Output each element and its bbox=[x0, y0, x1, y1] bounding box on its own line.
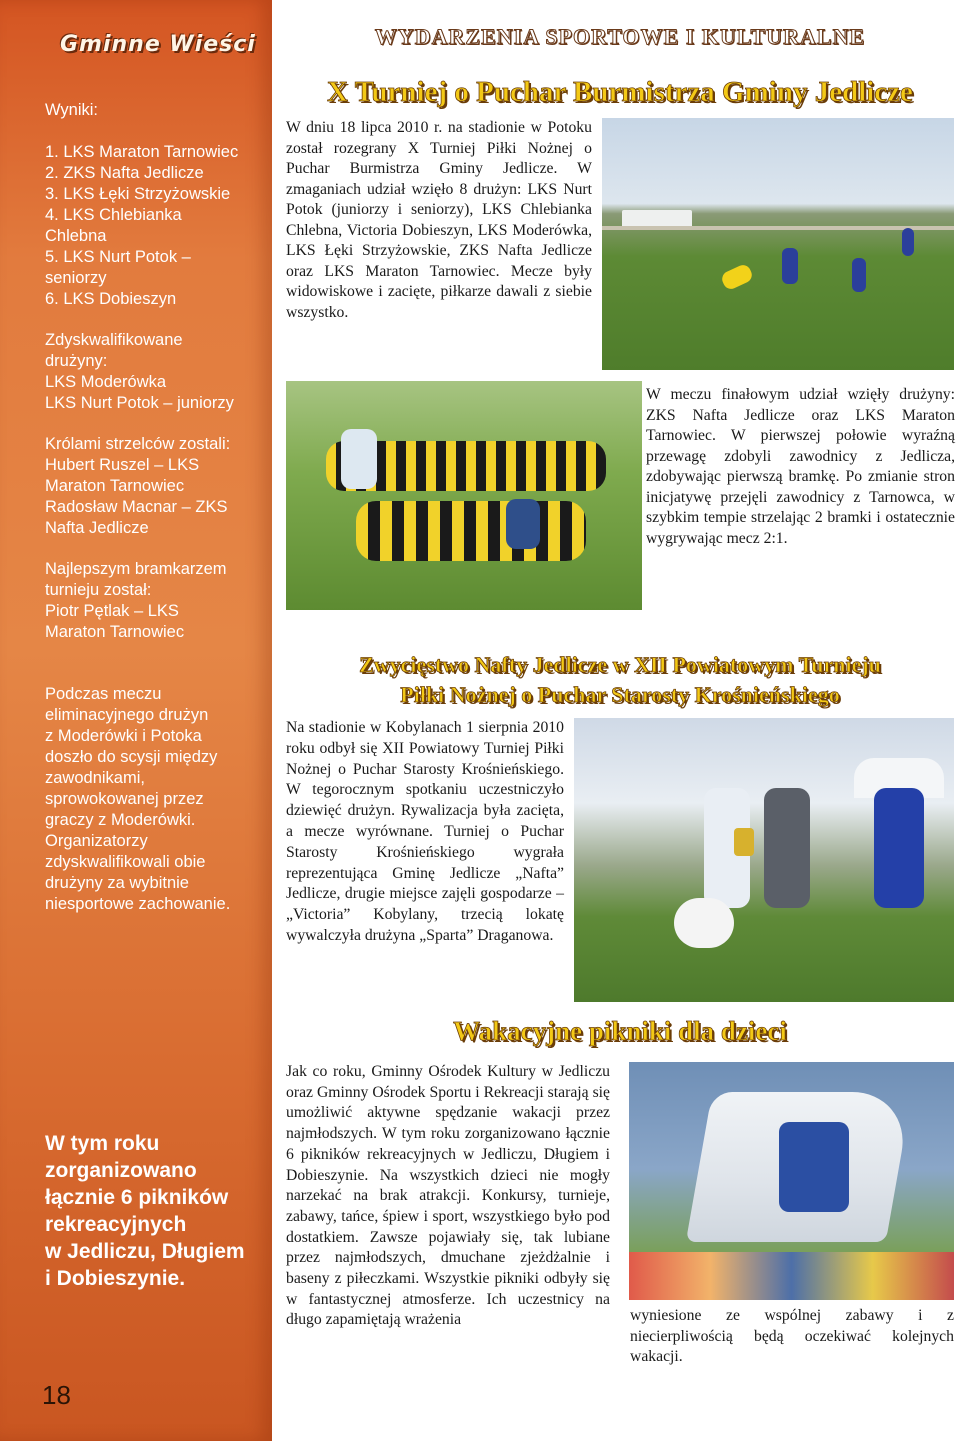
player-figure bbox=[874, 788, 924, 908]
results-heading: Wyniki: bbox=[45, 101, 99, 119]
results-list bbox=[45, 142, 257, 310]
article3-body: Jak co roku, Gminny Ośrodek Kultury w Jedliczu oraz Gminny Ośrodek Sportu i Rekreacji starają się umożliwić aktywne spędzanie wakacji przez najmłodszych. W tym roku zorganizowano łącznie 6 pikników rekreacyjnych w Jedliczu, Długiem i Dobieszynie. Na wszystkich dzieci nie mogły narzekać na brak atrakcji. Konkursy, turnieje, zabawy, tańce, śpiew i sport, wszystkiego było pod dostatkiem. Zawsze pojawiały się, tak lubiane przez najmłodszych, dmuchane zjeżdżalnie i baseny z piłeczkami. Wszystkie pikniki odbyły się w fantastycznej atmosferze. Ich uczestnicy na długo zapamiętają wrażenia bbox=[286, 1063, 610, 1329]
section-title: WYDARZENIA SPORTOWE I KULTURALNE bbox=[374, 24, 866, 49]
slide-lane bbox=[779, 1122, 849, 1212]
result-item: 2. ZKS Nafta Jedlicze bbox=[45, 164, 204, 182]
coach-figure bbox=[341, 429, 377, 489]
team-photo bbox=[286, 381, 642, 610]
article1-headline: X Turniej o Puchar Burmistrza Gminy Jedlicze bbox=[327, 76, 913, 108]
result-item: 3. LKS Łęki Strzyżowskie bbox=[45, 185, 231, 203]
official-figure bbox=[764, 788, 810, 908]
footballs bbox=[674, 898, 734, 948]
result-item: 4. LKS Chlebianka Chlebna bbox=[45, 206, 182, 245]
players-front-row bbox=[356, 501, 586, 561]
publication-title: Gminne Wieści bbox=[60, 32, 256, 57]
article2-body: Na stadionie w Kobylanach 1 sierpnia 2010 roku odbył się XII Powiatowy Turniej Piłki Nożnej o Puchar Starosty Krośnieńskiego. W tegorocznym spotkaniu uczestniczyło dziewięć drużyn. Rywalizacja była zacięta, a mecze wyrównane. Turniej o Puchar Starosty Krośnieńskiego wygrała reprezentująca Gminę Jedlicze „Nafta” Jedlicze, drugie miejsce zajęli gospodarze – „Victoria” Kobylany, trzecią lokatę wywalczyła drużyna „Sparta” Draganowa. bbox=[286, 719, 564, 944]
result-item: 6. LKS Dobieszyn bbox=[45, 290, 177, 308]
match-incident: Podczas meczu eliminacyjnego drużyn z Moderówki i Potoka doszło do scysji między zawodnikami, sprowokowanej przez graczy z Moderówki. Organizatorzy zdyskwalifikowali obie drużyny za wybitnie niesportowe zachowanie. bbox=[45, 685, 231, 913]
article3-headline: Wakacyjne pikniki dla dzieci bbox=[453, 1016, 787, 1046]
player-figure bbox=[902, 228, 914, 256]
headline-line: Piłki Nożnej o Puchar Starosty Krośnieńskiego bbox=[400, 682, 840, 707]
award-ceremony-photo bbox=[574, 718, 954, 1002]
fence-line bbox=[602, 226, 954, 230]
article2-headline bbox=[285, 650, 955, 710]
result-item: 1. LKS Maraton Tarnowiec bbox=[45, 143, 239, 161]
headline-line: Zwycięstwo Nafty Jedlicze w XII Powiatowym Turnieju bbox=[359, 652, 881, 677]
article1-final: W meczu finałowym udział wzięły drużyny: ZKS Nafta Jedlicze oraz LKS Maraton Tarnowiec. W pierwszej połowie wyraźną przewagę zdobyli zawodnicy z Jedlicza, zdobywając pierwszą bramkę. Po zmianie stron inicjatywę przejęli zawodnicy z Tarnowca, w szybkim tempie strzelając 2 bramki i ostatecznie wygrywając mecz 2:1. bbox=[646, 386, 955, 547]
article1-body: W dniu 18 lipca 2010 r. na stadionie w Potoku został rozegrany X Turniej Piłki Nożnej o Puchar Burmistrza Gminy Jedlicze. W zmaganiach udział wzięło 8 drużyn: LKS Nurt Potok (juniorzy i seniorzy), LKS Chlebianka Chlebna, Victoria Dobieszyn, LKS Moderówka, LKS Łęki Strzyżowskie, ZKS Nafta Jedlicze oraz LKS Maraton Tarnowiec. Mecze były widowiskowe i zacięte, piłkarze dawali z siebie wszystko. bbox=[286, 119, 592, 321]
best-goalkeeper: Najlepszym bramkarzem turnieju został: Piotr Pętlak – LKS Maraton Tarnowiec bbox=[45, 560, 227, 641]
top-scorers: Królami strzelców zostali: Hubert Ruszel – LKS Maraton Tarnowiec Radosław Macnar – ZKS Nafta Jedlicze bbox=[45, 435, 231, 537]
disqualified-teams: Zdyskwalifikowane drużyny: LKS Moderówka LKS Nurt Potok – juniorzy bbox=[45, 331, 234, 412]
result-item: 5. LKS Nurt Potok – seniorzy bbox=[45, 248, 191, 287]
article3-body-continued: wyniesione ze wspólnej zabawy i z niecierpliwością będą oczekiwać kolejnych wakacji. bbox=[630, 1307, 954, 1366]
player-figure bbox=[782, 248, 798, 284]
bouncy-slide-photo bbox=[629, 1062, 954, 1300]
children-crowd bbox=[629, 1252, 954, 1300]
trophy bbox=[734, 828, 754, 856]
player-figure bbox=[720, 263, 755, 292]
page-number: 18 bbox=[42, 1380, 71, 1410]
highlight-quote: W tym roku zorganizowano łącznie 6 pikników rekreacyjnych w Jedliczu, Długiem i Dobieszynie. bbox=[45, 1132, 245, 1290]
player-figure bbox=[852, 258, 866, 292]
tournament-match-photo bbox=[602, 118, 954, 370]
player-figure bbox=[506, 499, 540, 549]
